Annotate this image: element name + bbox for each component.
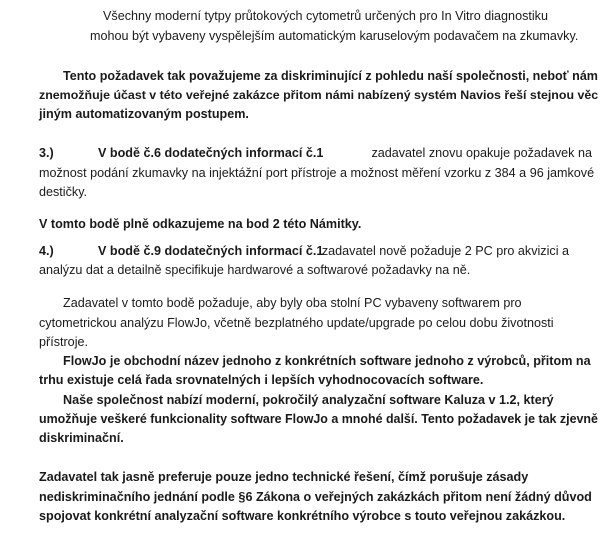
p9-line-3: spojovat konkrétní analyzační software konkrétního výrobce s touto veřejnou zakázkou. <box>39 509 566 523</box>
p2-line-3: jiným automatizovaným postupem. <box>39 107 249 121</box>
p8-line-3: diskriminační. <box>39 431 124 445</box>
p1-line-1: Všechny moderní tytpy průtokových cytometrů určených pro In Vitro diagnostiku <box>103 9 548 23</box>
p5-lead: V bodě č.9 dodatečných informací č.1 <box>98 244 324 258</box>
p3-line-2: možnost podání zkumavky na injektážní port přístroje a možnost měření vzorku z 384 a 96 jamkové <box>39 166 595 180</box>
p3-line-3: destičky. <box>39 185 88 199</box>
p9-line-1: Zadavatel tak jasně preferuje pouze jedno technické řešení, čímž porušuje zásady <box>39 470 529 484</box>
p9-line-2: nediskriminačního jednání podle §6 Zákona o veřejných zakázkách přitom není žádný důvod <box>39 490 592 504</box>
p3-line-1-rest: zadavatel znovu opakuje požadavek na <box>371 146 592 160</box>
p5-number: 4.) <box>39 244 54 258</box>
p7-line-1: FlowJo je obchodní název jednoho z konkrétních software jednoho z výrobců, přitom na <box>63 354 591 368</box>
p4-line-1: V tomto bodě plně odkazujeme na bod 2 této Námitky. <box>39 217 362 231</box>
p7-line-2: trhu existuje celá řada srovnatelných i lepších vyhodnocovacích software. <box>39 373 484 387</box>
p2-line-2: znemožňuje účast v této veřejné zakázce přitom námi nabízený systém Navios řeší stejnou věc <box>39 88 599 102</box>
p1-line-2: mohou být vybaveny vyspělejším automatickým karuselovým podavačem na zkumavky. <box>90 29 579 43</box>
p6-line-1: Zadavatel v tomto bodě požaduje, aby byly oba stolní PC vybaveny softwarem pro <box>63 296 522 310</box>
p8-line-1: Naše společnost nabízí moderní, pokročilý analyzační software Kaluza v 1.2, který <box>63 393 554 407</box>
p8-line-2: umožňuje veškeré funkcionality software FlowJo a mnohé další. Tento požadavek je tak zjevně <box>39 412 598 426</box>
p5-line-2: analýzu dat a detailně specifikuje hardwarové a softwarové požadavky na ně. <box>39 263 471 277</box>
p5-line-1-rest: zadavatel nově požaduje 2 PC pro akvizici a <box>321 244 569 258</box>
p6-line-2: cytometrickou analýzu FlowJo, včetně bezplatného update/upgrade po celou dobu životnosti <box>39 316 554 330</box>
p3-lead: V bodě č.6 dodatečných informací č.1 <box>98 146 324 160</box>
p6-line-3: přístroje. <box>39 335 88 349</box>
p2-line-1: Tento požadavek tak považujeme za diskriminující z pohledu naší společnosti, neboť nám <box>63 69 598 83</box>
p3-number: 3.) <box>39 146 54 160</box>
